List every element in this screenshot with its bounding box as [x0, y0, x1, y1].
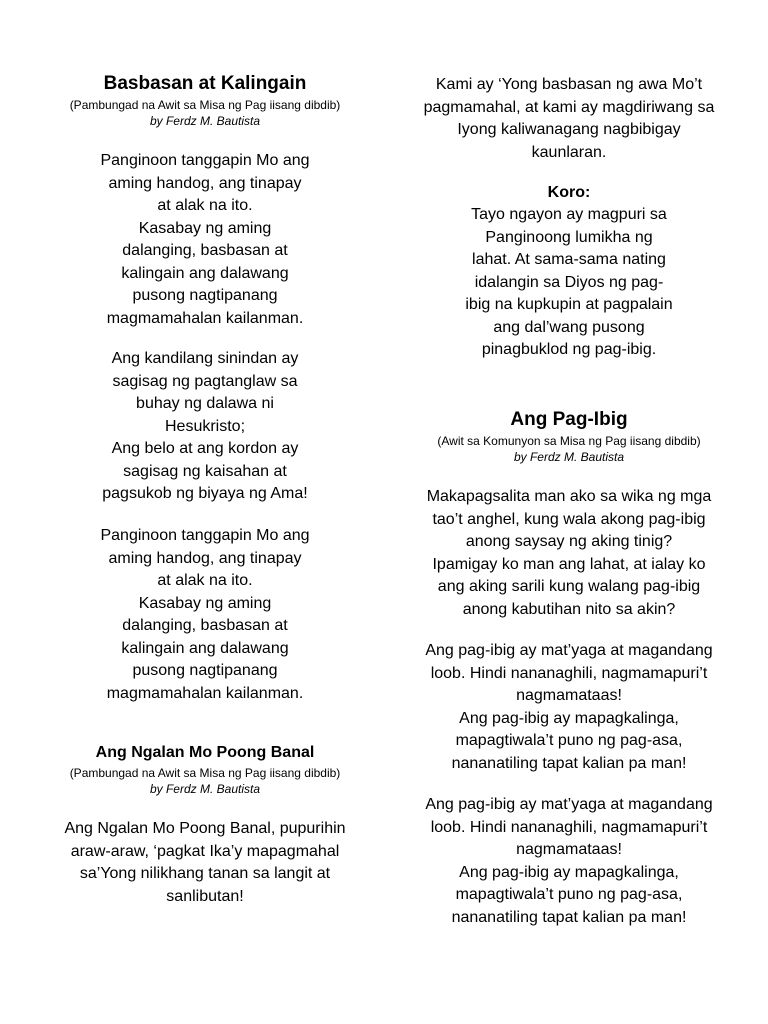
- song-title: Ang Pag-Ibig: [510, 409, 628, 430]
- lyric-line: Hesukristo;: [164, 417, 246, 435]
- lyric-line: sagisag ng kaisahan at: [123, 462, 287, 480]
- lyric-line: Ang kandilang sinindan ay: [111, 350, 299, 367]
- stanza: [38, 348, 372, 506]
- lyric-line: tao’t anghel, kung wala akong pag-ibig: [432, 510, 706, 528]
- lyric-line: Ang pag-ibig ay mapagkalinga,: [459, 863, 679, 881]
- lyric-line: nananatiling tapat kalian pa man!: [451, 754, 687, 772]
- lyric-line: aming handog, ang tinapay: [108, 549, 302, 567]
- lyric-line: Kasabay ng aming: [138, 219, 272, 237]
- song-ngalan: [38, 743, 372, 797]
- lyric-line: ang aking sarili kung walang pag-ibig: [437, 578, 701, 595]
- lyric-line: sagisag ng pagtanglaw sa: [112, 372, 298, 390]
- song-author: by Ferdz M. Bautista: [513, 450, 625, 464]
- lyric-line: pagsukob ng biyaya ng Ama!: [102, 485, 308, 502]
- lyric-line: Kami ay ‘Yong basbasan ng awa Mo’t: [435, 76, 703, 93]
- stanza: [38, 150, 372, 330]
- lyric-line: kalingain ang dalawang: [121, 264, 289, 282]
- stanza: [400, 486, 738, 621]
- stanza: [400, 794, 738, 929]
- lyric-line: pusong nagtipanang: [132, 287, 278, 304]
- stanza: [400, 640, 738, 775]
- song-basbasan: [38, 73, 372, 129]
- lyric-line: ang dal’wang pusong: [493, 318, 645, 336]
- lyric-line: dalanging, basbasan at: [122, 242, 288, 259]
- lyric-line: Tayo ngayon ay magpuri sa: [471, 206, 667, 223]
- song-author: by Ferdz M. Bautista: [149, 782, 261, 796]
- song-pag-ibig: [400, 409, 738, 465]
- chorus: [400, 182, 738, 362]
- lyric-line: sa’Yong nilikhang tanan sa langit at: [79, 865, 331, 882]
- lyric-line: araw-araw, ‘pagkat Ika’y mapagmahal: [70, 842, 340, 860]
- lyric-line: nagmamataas!: [516, 687, 622, 704]
- lyric-line: Panginoon tanggapin Mo ang: [100, 527, 310, 544]
- song-author: by Ferdz M. Bautista: [149, 114, 261, 128]
- lyric-line: Ipamigay ko man ang lahat, at ialay ko: [432, 555, 706, 573]
- lyric-line: Panginoon tanggapin Mo ang: [100, 152, 310, 169]
- lyric-line: anong saysay ng aking tinig?: [465, 533, 673, 550]
- lyric-line: mapagtiwala’t puno ng pag-asa,: [455, 886, 683, 903]
- lyric-line: magmamahalan kailanman.: [106, 684, 304, 702]
- chorus-lines: [400, 204, 738, 362]
- lyric-line: mapagtiwala’t puno ng pag-asa,: [455, 732, 683, 749]
- lyric-line: at alak na ito.: [157, 197, 253, 214]
- stanza: [38, 525, 372, 705]
- lyric-line: anong kabutihan nito sa akin?: [462, 600, 676, 618]
- lyric-line: Ang pag-ibig ay mat’yaga at magandang: [425, 796, 713, 813]
- lyric-line: Iyong kaliwanagang nagbibigay: [457, 121, 681, 138]
- lyric-line: nananatiling tapat kalian pa man!: [451, 908, 687, 926]
- lyric-line: at alak na ito.: [157, 572, 253, 589]
- lyric-line: kaunlaran.: [531, 143, 607, 161]
- lyric-line: Ang belo at ang kordon ay: [111, 440, 299, 457]
- chorus-label: Koro:: [547, 184, 591, 201]
- lyric-line: sanlibutan!: [166, 887, 244, 905]
- lyric-line: nagmamataas!: [516, 841, 622, 858]
- song-title: Basbasan at Kalingain: [103, 73, 307, 94]
- song-subtitle: (Pambungad na Awit sa Misa ng Pag iisang dibdib): [69, 98, 341, 112]
- lyric-line: lahat. At sama-sama nating: [472, 251, 666, 268]
- lyric-line: pinagbuklod ng pag-ibig.: [481, 341, 657, 358]
- lyric-line: dalanging, basbasan at: [122, 617, 288, 634]
- lyric-line: loob. Hindi nananaghili, nagmamapuri’t: [430, 664, 708, 682]
- lyric-line: ibig na kupkupin at pagpalain: [465, 296, 673, 313]
- lyric-line: Makapagsalita man ako sa wika ng mga: [426, 488, 712, 505]
- lyric-line: magmamahalan kailanman.: [106, 309, 304, 327]
- lyric-line: pusong nagtipanang: [132, 662, 278, 679]
- lyric-line: Ang Ngalan Mo Poong Banal, pupurihin: [64, 820, 346, 837]
- lyric-line: loob. Hindi nananaghili, nagmamapuri’t: [430, 818, 708, 836]
- lyric-line: Kasabay ng aming: [138, 594, 272, 612]
- stanza: [400, 74, 738, 164]
- stanza: [38, 818, 372, 908]
- song-title: Ang Ngalan Mo Poong Banal: [95, 744, 315, 761]
- lyric-line: Ang pag-ibig ay mapagkalinga,: [459, 709, 679, 727]
- lyric-line: Ang pag-ibig ay mat’yaga at magandang: [425, 642, 713, 659]
- lyric-line: kalingain ang dalawang: [121, 639, 289, 657]
- lyric-line: idalangin sa Diyos ng pag-: [474, 273, 664, 291]
- lyric-line: buhay ng dalawa ni: [136, 395, 274, 412]
- lyric-line: Panginoong lumikha ng: [485, 228, 653, 246]
- lyric-line: aming handog, ang tinapay: [108, 174, 302, 192]
- song-subtitle: (Pambungad na Awit sa Misa ng Pag iisang dibdib): [69, 766, 341, 780]
- lyric-line: pagmamahal, at kami ay magdiriwang sa: [423, 98, 715, 116]
- song-subtitle: (Awit sa Komunyon sa Misa ng Pag iisang dibdib): [437, 434, 701, 448]
